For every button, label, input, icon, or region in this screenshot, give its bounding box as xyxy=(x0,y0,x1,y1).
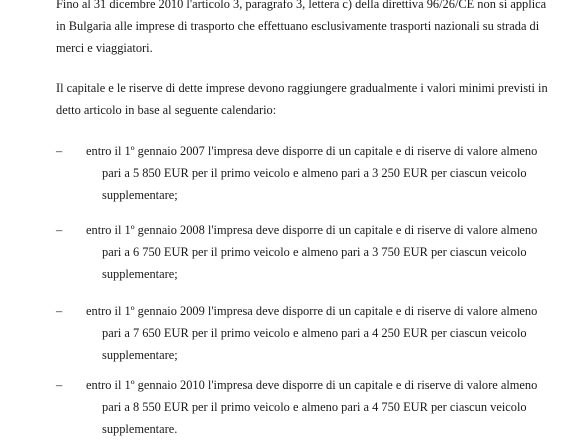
list-item-line: entro il 1º gennaio 2007 l'impresa deve disporre di un capitale e di riserve di valore almeno xyxy=(86,144,538,158)
paragraph-line: merci e viaggiatori. xyxy=(56,41,153,55)
list-dash: – xyxy=(56,304,63,318)
list-item-line: supplementare; xyxy=(102,348,178,362)
list-item-text xyxy=(86,374,538,440)
list-item-text xyxy=(86,219,538,285)
list-item-line: pari a 7 650 EUR per il primo veicolo e almeno pari a 4 250 EUR per ciascun veicolo xyxy=(102,326,527,340)
list-dash: – xyxy=(56,378,63,392)
list-item-line: pari a 5 850 EUR per il primo veicolo e almeno pari a 3 250 EUR per ciascun veicolo xyxy=(102,166,527,180)
list-item-line: entro il 1º gennaio 2010 l'impresa deve disporre di un capitale e di riserve di valore almeno xyxy=(86,378,538,392)
paragraph-capital xyxy=(56,77,548,121)
paragraph-derogation xyxy=(56,0,547,59)
paragraph-line: Il capitale e le riserve di dette imprese devono raggiungere gradualmente i valori minimi previsti in xyxy=(56,81,548,95)
list-item-line: supplementare. xyxy=(102,422,178,436)
list-dash: – xyxy=(56,144,63,158)
list-dash: – xyxy=(56,223,63,237)
paragraph-line: detto articolo in base al seguente calendario: xyxy=(56,103,277,117)
list-item-line: supplementare; xyxy=(102,188,178,202)
list-item-line: supplementare; xyxy=(102,267,178,281)
list-item-text xyxy=(86,140,538,206)
paragraph-line: Fino al 31 dicembre 2010 l'articolo 3, paragrafo 3, lettera c) della direttiva 96/26/CE non si applica xyxy=(56,0,547,11)
list-item-line: entro il 1º gennaio 2009 l'impresa deve disporre di un capitale e di riserve di valore almeno xyxy=(86,304,538,318)
list-item-line: entro il 1º gennaio 2008 l'impresa deve disporre di un capitale e di riserve di valore almeno xyxy=(86,223,538,237)
paragraph-line: in Bulgaria alle imprese di trasporto che effettuano esclusivamente trasporti nazionali su strada di xyxy=(56,19,540,33)
list-item-text xyxy=(86,300,538,366)
list-item-line: pari a 8 550 EUR per il primo veicolo e almeno pari a 4 750 EUR per ciascun veicolo xyxy=(102,400,527,414)
list-item-line: pari a 6 750 EUR per il primo veicolo e almeno pari a 3 750 EUR per ciascun veicolo xyxy=(102,245,527,259)
